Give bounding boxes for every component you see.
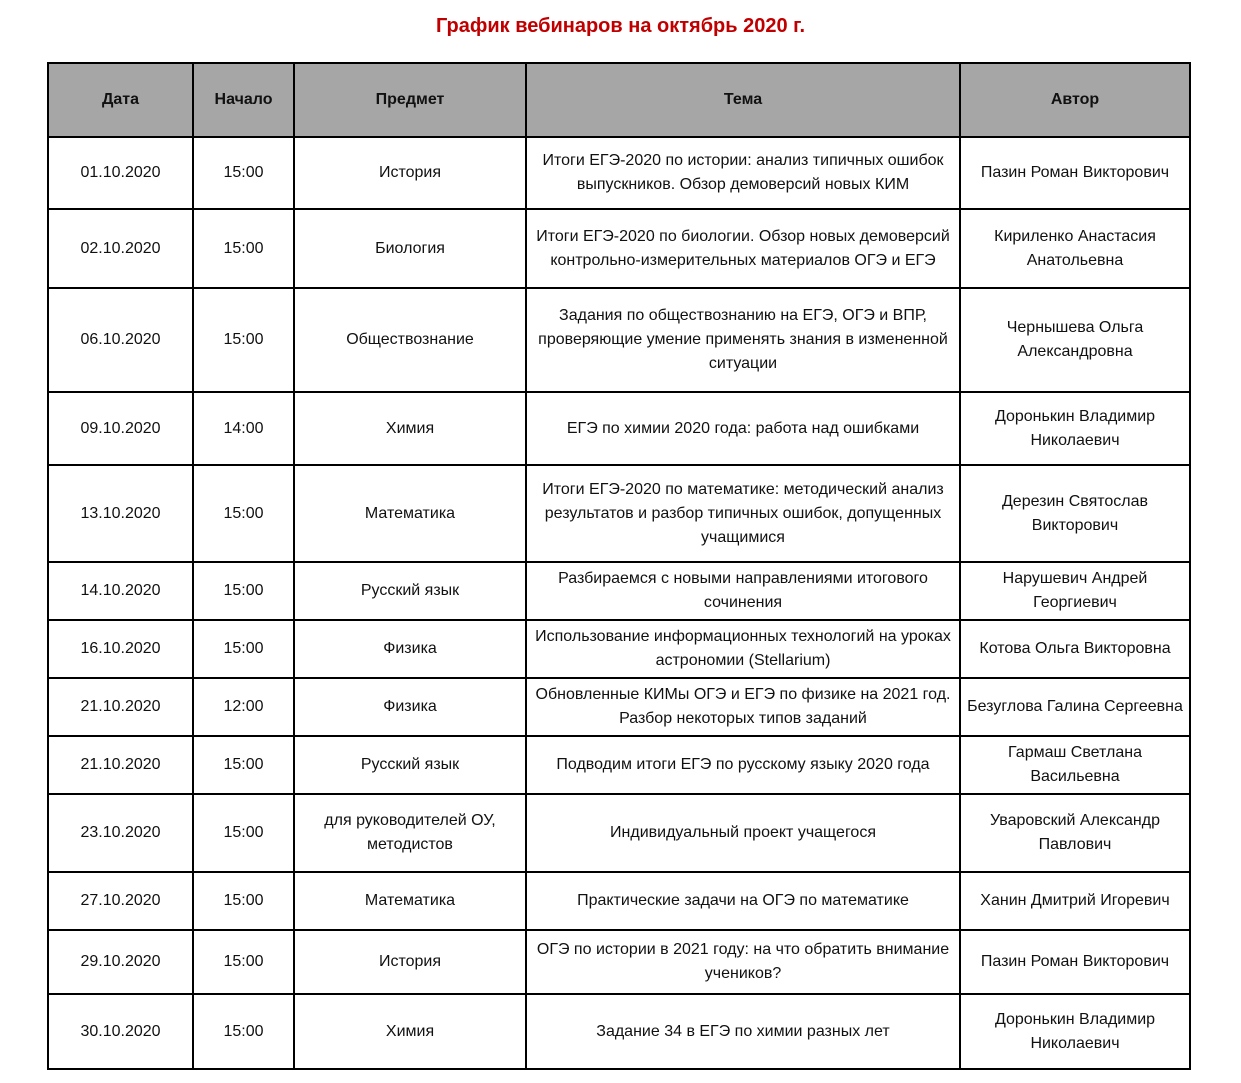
cell-date: 23.10.2020 <box>48 794 193 872</box>
cell-topic: Обновленные КИМы ОГЭ и ЕГЭ по физике на 2021 год. Разбор некоторых типов заданий <box>526 678 960 736</box>
cell-author: Ханин Дмитрий Игоревич <box>960 872 1190 930</box>
header-author: Автор <box>960 63 1190 137</box>
cell-author: Пазин Роман Викторович <box>960 137 1190 209</box>
cell-date: 16.10.2020 <box>48 620 193 678</box>
cell-topic: Подводим итоги ЕГЭ по русскому языку 2020 года <box>526 736 960 794</box>
table-row <box>48 562 1190 620</box>
table-row <box>48 994 1190 1069</box>
cell-topic: Задание 34 в ЕГЭ по химии разных лет <box>526 994 960 1069</box>
table-row <box>48 620 1190 678</box>
table-row <box>48 288 1190 392</box>
cell-subject: Химия <box>294 392 526 465</box>
cell-date: 01.10.2020 <box>48 137 193 209</box>
cell-author: Уваровский Александр Павлович <box>960 794 1190 872</box>
cell-start: 15:00 <box>193 209 294 288</box>
cell-subject: Биология <box>294 209 526 288</box>
cell-subject: Физика <box>294 620 526 678</box>
cell-subject: Математика <box>294 872 526 930</box>
cell-subject: Математика <box>294 465 526 562</box>
table-row <box>48 872 1190 930</box>
cell-date: 02.10.2020 <box>48 209 193 288</box>
cell-date: 14.10.2020 <box>48 562 193 620</box>
cell-start: 15:00 <box>193 794 294 872</box>
cell-date: 21.10.2020 <box>48 678 193 736</box>
cell-topic: ОГЭ по истории в 2021 году: на что обратить внимание учеников? <box>526 930 960 994</box>
cell-start: 15:00 <box>193 562 294 620</box>
cell-date: 09.10.2020 <box>48 392 193 465</box>
table-row <box>48 930 1190 994</box>
cell-date: 13.10.2020 <box>48 465 193 562</box>
cell-subject: Русский язык <box>294 736 526 794</box>
cell-start: 14:00 <box>193 392 294 465</box>
cell-start: 15:00 <box>193 620 294 678</box>
cell-subject: История <box>294 137 526 209</box>
cell-topic: ЕГЭ по химии 2020 года: работа над ошибками <box>526 392 960 465</box>
cell-topic: Итоги ЕГЭ-2020 по математике: методический анализ результатов и разбор типичных ошибок, допущенных учащимися <box>526 465 960 562</box>
cell-topic: Задания по обществознанию на ЕГЭ, ОГЭ и ВПР, проверяющие умение применять знания в измененной ситуации <box>526 288 960 392</box>
header-subject: Предмет <box>294 63 526 137</box>
cell-topic: Практические задачи на ОГЭ по математике <box>526 872 960 930</box>
cell-date: 27.10.2020 <box>48 872 193 930</box>
header-date: Дата <box>48 63 193 137</box>
cell-subject: Русский язык <box>294 562 526 620</box>
table-row <box>48 137 1190 209</box>
cell-start: 15:00 <box>193 736 294 794</box>
cell-start: 15:00 <box>193 465 294 562</box>
table-row <box>48 465 1190 562</box>
cell-author: Пазин Роман Викторович <box>960 930 1190 994</box>
cell-author: Безуглова Галина Сергеевна <box>960 678 1190 736</box>
cell-start: 15:00 <box>193 930 294 994</box>
cell-date: 29.10.2020 <box>48 930 193 994</box>
cell-start: 15:00 <box>193 872 294 930</box>
cell-start: 12:00 <box>193 678 294 736</box>
cell-topic: Итоги ЕГЭ-2020 по истории: анализ типичных ошибок выпускников. Обзор демоверсий новых КИМ <box>526 137 960 209</box>
cell-start: 15:00 <box>193 994 294 1069</box>
cell-topic: Разбираемся с новыми направлениями итогового сочинения <box>526 562 960 620</box>
cell-date: 30.10.2020 <box>48 994 193 1069</box>
cell-author: Котова Ольга Викторовна <box>960 620 1190 678</box>
cell-author: Кириленко Анастасия Анатольевна <box>960 209 1190 288</box>
table-row <box>48 678 1190 736</box>
cell-topic: Индивидуальный проект учащегося <box>526 794 960 872</box>
header-topic: Тема <box>526 63 960 137</box>
table-row <box>48 794 1190 872</box>
table-row <box>48 392 1190 465</box>
cell-author: Гармаш Светлана Васильевна <box>960 736 1190 794</box>
cell-topic: Использование информационных технологий на уроках астрономии (Stellarium) <box>526 620 960 678</box>
header-start: Начало <box>193 63 294 137</box>
table-row <box>48 209 1190 288</box>
webinar-schedule-table <box>47 62 1191 1070</box>
cell-topic: Итоги ЕГЭ-2020 по биологии. Обзор новых демоверсий контрольно-измерительных материалов ОГЭ и ЕГЭ <box>526 209 960 288</box>
table-header-row <box>48 63 1190 137</box>
cell-subject: Физика <box>294 678 526 736</box>
cell-subject: для руководителей ОУ, методистов <box>294 794 526 872</box>
page-title: График вебинаров на октябрь 2020 г. <box>435 15 806 37</box>
cell-date: 06.10.2020 <box>48 288 193 392</box>
cell-author: Чернышева Ольга Александровна <box>960 288 1190 392</box>
table-row <box>48 736 1190 794</box>
cell-date: 21.10.2020 <box>48 736 193 794</box>
cell-start: 15:00 <box>193 288 294 392</box>
cell-author: Доронькин Владимир Николаевич <box>960 994 1190 1069</box>
cell-author: Дерезин Святослав Викторович <box>960 465 1190 562</box>
cell-subject: Обществознание <box>294 288 526 392</box>
cell-subject: История <box>294 930 526 994</box>
cell-author: Доронькин Владимир Николаевич <box>960 392 1190 465</box>
cell-subject: Химия <box>294 994 526 1069</box>
cell-start: 15:00 <box>193 137 294 209</box>
cell-author: Нарушевич Андрей Георгиевич <box>960 562 1190 620</box>
